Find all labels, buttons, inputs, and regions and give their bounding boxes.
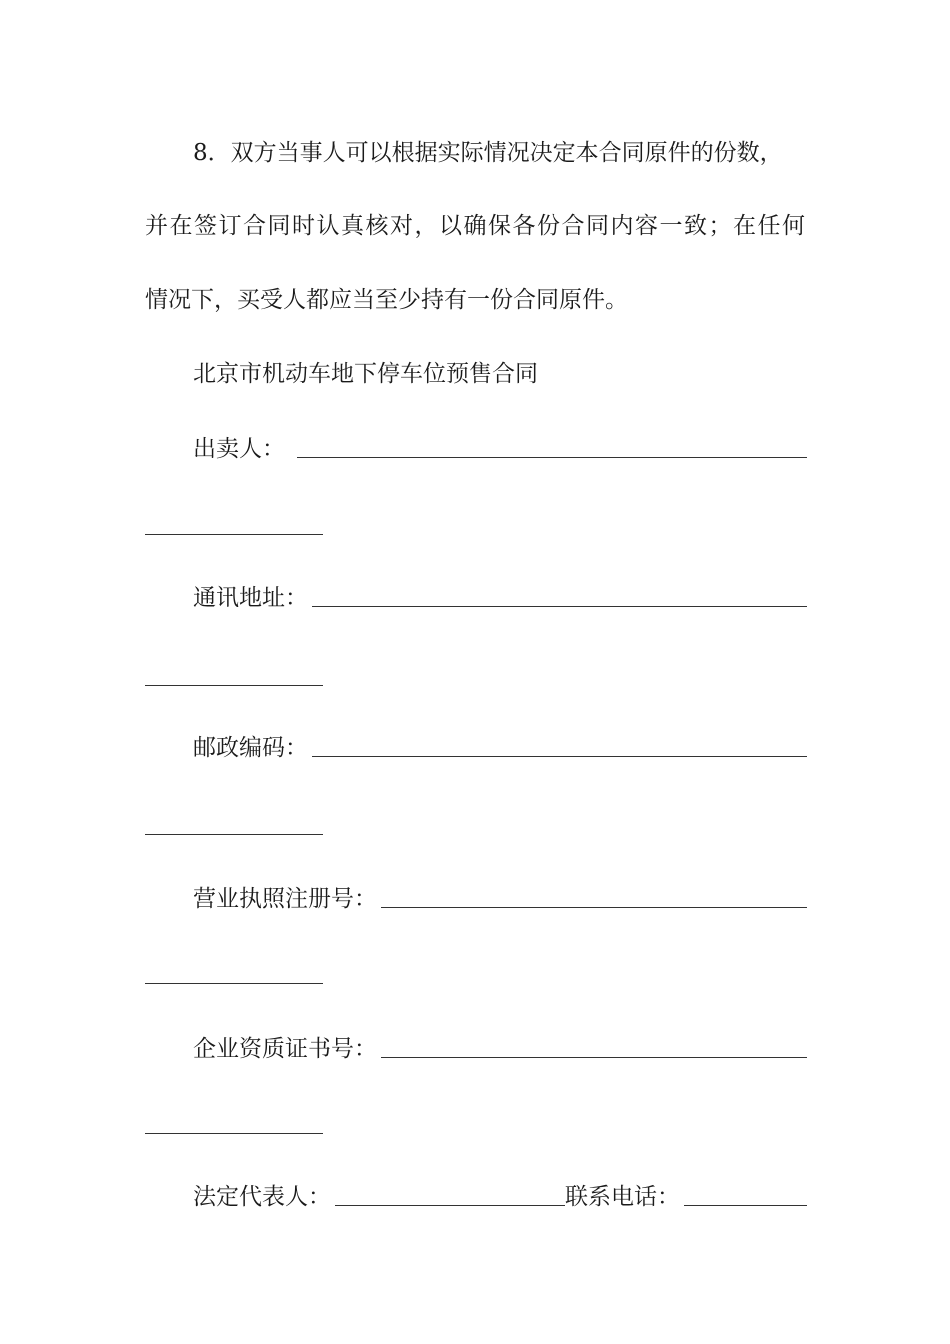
contract-title: 北京市机动车地下停车位预售合同 [193,361,538,387]
license-blank-continuation[interactable] [145,982,323,984]
address-label: 通讯地址： [193,585,308,611]
certificate-field [193,1034,807,1064]
paragraph-line-1: 8．双方当事人可以根据实际情况决定本合同原件的份数， [193,140,783,166]
certificate-blank-line[interactable] [381,1056,807,1058]
seller-blank-continuation[interactable] [145,533,323,535]
license-blank-line[interactable] [381,906,807,908]
postcode-field [193,733,807,763]
postcode-label: 邮政编码： [193,735,308,761]
legal-rep-field [193,1182,807,1212]
address-field [193,583,807,613]
certificate-blank-continuation[interactable] [145,1132,323,1134]
certificate-label: 企业资质证书号： [193,1036,377,1062]
address-blank-line[interactable] [312,605,807,607]
seller-label: 出卖人： [193,436,285,462]
legal-rep-label: 法定代表人： [193,1184,331,1210]
paragraph-line-2: 并在签订合同时认真核对，以确保各份合同内容一致；在任何 [145,213,805,239]
postcode-blank-line[interactable] [312,755,807,757]
phone-blank-line[interactable] [684,1204,807,1206]
paragraph-line-3: 情况下，买受人都应当至少持有一份合同原件。 [145,287,628,313]
postcode-blank-continuation[interactable] [145,833,323,835]
address-blank-continuation[interactable] [145,684,323,686]
seller-field [193,434,807,464]
phone-label: 联系电话： [565,1184,680,1210]
seller-blank-line[interactable] [297,456,807,458]
license-label: 营业执照注册号： [193,886,377,912]
legal-rep-blank-line[interactable] [335,1204,565,1206]
license-field [193,884,807,914]
